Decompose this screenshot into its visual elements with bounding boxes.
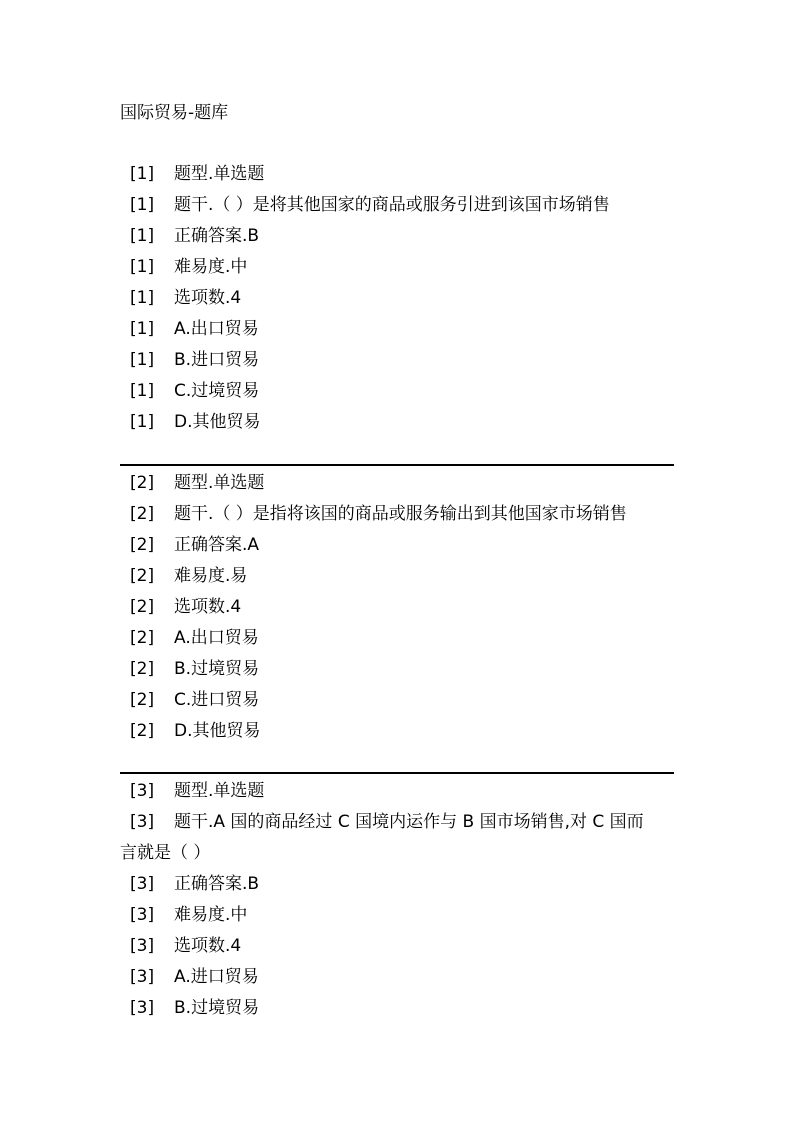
question-number: [1] bbox=[130, 350, 155, 370]
question-number: [3] bbox=[130, 936, 155, 956]
question-answer: 正确答案.B bbox=[174, 874, 260, 894]
question-answer: 正确答案.B bbox=[174, 226, 260, 246]
question-number: [2] bbox=[130, 597, 155, 617]
option-text: C.进口贸易 bbox=[174, 690, 260, 710]
option-text: A.进口贸易 bbox=[174, 967, 259, 987]
question-stem: 题干.（ ）是指将该国的商品或服务输出到其他国家市场销售 bbox=[174, 504, 627, 524]
question-difficulty: 难易度.中 bbox=[174, 257, 248, 277]
question-number: [1] bbox=[130, 257, 155, 277]
question-number: [2] bbox=[130, 535, 155, 555]
question-number: [3] bbox=[130, 905, 155, 925]
question-answer-line bbox=[0, 224, 793, 255]
question-number: [2] bbox=[130, 473, 155, 493]
question-option bbox=[0, 688, 793, 719]
question-difficulty-line bbox=[0, 564, 793, 595]
question-option-count-line bbox=[0, 934, 793, 965]
question-answer-line bbox=[0, 872, 793, 903]
question-number: [1] bbox=[130, 195, 155, 215]
question-difficulty: 难易度.易 bbox=[174, 566, 248, 586]
question-stem-continuation-line bbox=[0, 841, 793, 872]
question-number: [1] bbox=[130, 319, 155, 339]
question-stem: 题干.（ ）是将其他国家的商品或服务引进到该国市场销售 bbox=[174, 195, 610, 215]
question-option bbox=[0, 410, 793, 441]
question-type-line bbox=[0, 162, 793, 193]
question-number: [2] bbox=[130, 690, 155, 710]
option-text: D.其他贸易 bbox=[174, 721, 261, 741]
question-option bbox=[0, 719, 793, 750]
question-option bbox=[0, 317, 793, 348]
question-difficulty-line bbox=[0, 255, 793, 286]
question-option bbox=[0, 379, 793, 410]
option-text: C.过境贸易 bbox=[174, 381, 260, 401]
question-separator bbox=[120, 772, 674, 774]
question-option bbox=[0, 965, 793, 996]
question-number: [3] bbox=[130, 812, 155, 832]
question-option-count: 选项数.4 bbox=[174, 288, 242, 308]
question-number: [3] bbox=[130, 998, 155, 1018]
question-number: [2] bbox=[130, 628, 155, 648]
question-stem-line bbox=[0, 193, 793, 224]
question-difficulty-line bbox=[0, 903, 793, 934]
question-stem: 题干.A 国的商品经过 C 国境内运作与 B 国市场销售,对 C 国而 bbox=[174, 812, 644, 832]
option-text: B.过境贸易 bbox=[174, 998, 260, 1018]
question-type-line bbox=[0, 779, 793, 810]
question-number: [2] bbox=[130, 721, 155, 741]
question-stem-line bbox=[0, 502, 793, 533]
question-number: [2] bbox=[130, 659, 155, 679]
option-text: A.出口贸易 bbox=[174, 319, 259, 339]
question-option-count-line bbox=[0, 286, 793, 317]
question-option bbox=[0, 996, 793, 1027]
question-type: 题型.单选题 bbox=[174, 473, 265, 493]
question-number: [3] bbox=[130, 874, 155, 894]
question-separator bbox=[120, 464, 674, 466]
page-title: 国际贸易-题库 bbox=[120, 103, 229, 123]
option-text: B.过境贸易 bbox=[174, 659, 260, 679]
question-type: 题型.单选题 bbox=[174, 781, 265, 801]
question-number: [1] bbox=[130, 381, 155, 401]
question-stem-line bbox=[0, 810, 793, 841]
option-text: D.其他贸易 bbox=[174, 412, 261, 432]
question-option-count-line bbox=[0, 595, 793, 626]
question-number: [1] bbox=[130, 164, 155, 184]
question-stem-continuation: 言就是（ ） bbox=[120, 843, 211, 863]
question-option-count: 选项数.4 bbox=[174, 597, 242, 617]
question-answer: 正确答案.A bbox=[174, 535, 260, 555]
question-option bbox=[0, 348, 793, 379]
question-type-line bbox=[0, 471, 793, 502]
question-number: [1] bbox=[130, 412, 155, 432]
question-number: [1] bbox=[130, 288, 155, 308]
question-number: [3] bbox=[130, 781, 155, 801]
question-option-count: 选项数.4 bbox=[174, 936, 242, 956]
question-option bbox=[0, 657, 793, 688]
question-type: 题型.单选题 bbox=[174, 164, 265, 184]
question-number: [3] bbox=[130, 967, 155, 987]
question-answer-line bbox=[0, 533, 793, 564]
question-option bbox=[0, 626, 793, 657]
question-number: [2] bbox=[130, 566, 155, 586]
question-number: [1] bbox=[130, 226, 155, 246]
option-text: A.出口贸易 bbox=[174, 628, 259, 648]
option-text: B.进口贸易 bbox=[174, 350, 260, 370]
question-difficulty: 难易度.中 bbox=[174, 905, 248, 925]
question-block bbox=[0, 162, 793, 441]
question-block bbox=[0, 779, 793, 1027]
question-block bbox=[0, 471, 793, 750]
question-number: [2] bbox=[130, 504, 155, 524]
